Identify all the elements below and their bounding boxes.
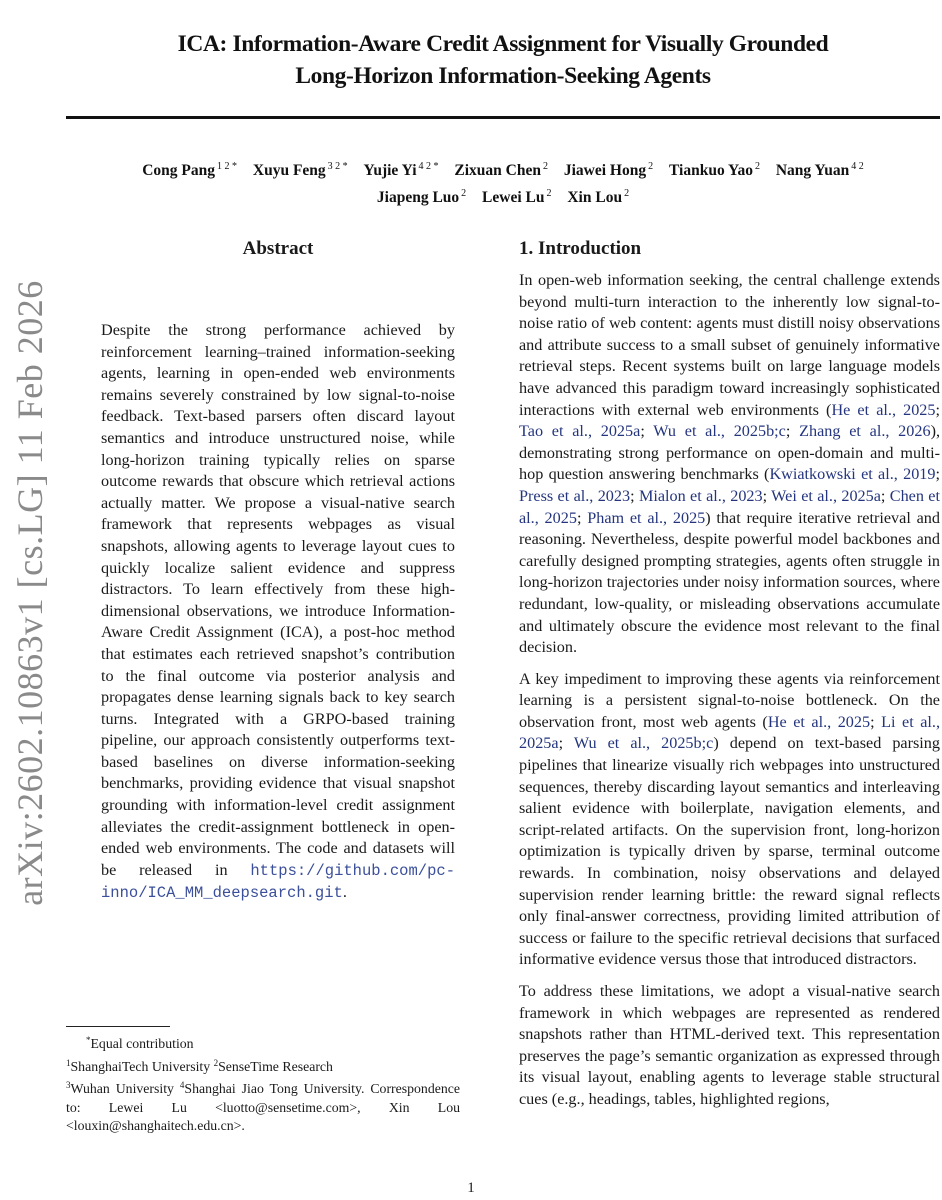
intro-paragraph-1: In open-web information seeking, the central challenge extends beyond multi-turn interaction to the inherently low signal-to-noise ratio of web content: agents must distill noisy observations and attribute success to a small subset of genuinely informative retrieval steps. Recent systems built on large language models have advanced this paradigm toward increasingly sophisticated interactions with external web environments (He et al., 2025; Tao et al., 2025a; Wu et al., 2025b;c; Zhang et al., 2026), demonstrating strong performance on open-domain and multi-hop question answering benchmarks (Kwiatkowski et al., 2019; Press et al., 2023; Mialon et al., 2023; Wei et al., 2025a; Chen et al., 2025; Pham et al., 2025) that require iterative retrieval and reasoning. Nevertheless, despite powerful model backbones and carefully designed prompting strategies, agents often struggle in long-horizon trajectories under noisy information sources, where redundant, low-quality, or misleading observations accumulate and ultimately obscure the evidence most relevant to the final decision. [519, 271, 940, 657]
title-line-1: ICA: Information-Aware Credit Assignment for Visually Grounded [177, 31, 829, 57]
citation-link[interactable]: Press et al., 2023 [519, 486, 631, 505]
github-link[interactable]: https://github.com/pc-inno/ICA_MM_deepsearch.git [101, 861, 455, 903]
title-line-2: Long-Horizon Information-Seeking Agents [295, 63, 711, 89]
abstract-text: Despite the strong performance achieved by reinforcement learning–trained information-seeking agents, learning in open-ended web environments remains severely constrained by low signal-to-noise feedback. Text-based parsers often discard layout semantics and introduce unstructured noise, while long-horizon training typically relies on sparse outcome rewards that obscure which retrieval actions actually matter. We propose a visual-native search framework that represents webpages as visual snapshots, allowing agents to leverage layout cues to quickly localize salient evidence and suppress distractors. To learn effectively from these high-dimensional observations, we introduce Information-Aware Credit Assignment (ICA), a post-hoc method that estimates each retrieved snapshot’s contribution to the final outcome via posterior analysis and propagates dense learning signals back to key search turns. Integrated with a GRPO-based training pipeline, our approach consistently outperforms text-based baselines on diverse information-seeking benchmarks, providing evidence that visual snapshot grounding with information-level credit assignment alleviates the credit-assignment bottleneck in open-ended web environments. The code and datasets will be released in https://github.com/pc-inno/ICA_MM_deepsearch.git. [101, 321, 455, 903]
introduction-heading: 1. Introduction [519, 238, 642, 259]
citation-link[interactable]: Zhang et al., 2026 [799, 422, 931, 441]
intro-paragraph-3: To address these limitations, we adopt a visual-native search framework in which webpages are represented as rendered snapshots rather than HTML-derived text. This representation preserves the page’s semantic organization as expressed through its visual layout, enabling agents to leverage stable structural cues (e.g., headings, tables, highlighted regions, [519, 982, 940, 1108]
footnote-affiliations-2: $^3$Wuhan University $^4$Shanghai Jiao Tong University. Correspondence to: Lewei Lu <luotto@sensetime.com>, Xin Lou <louxin@shanghaitech.edu.cn>. [66, 1080, 461, 1134]
author: Tiankuo Yao $^2$ [668, 161, 760, 179]
citation-link[interactable]: He et al., 2025 [767, 712, 871, 731]
citation-link[interactable]: He et al., 2025 [831, 400, 936, 419]
author: Jiapeng Luo $^2$ [376, 188, 467, 206]
author: Xin Lou $^2$ [567, 188, 630, 206]
citation-link[interactable]: Li et al., 2025a [519, 712, 941, 753]
footnote-affiliations-1: $^1$ShanghaiTech University $^2$SenseTime Research [66, 1057, 333, 1074]
author: Xuyu Feng $^{3 2 *}$ [252, 161, 348, 179]
author: Jiawei Hong $^2$ [563, 161, 654, 179]
abstract-heading: Abstract [242, 238, 314, 259]
citation-link[interactable]: Chen et al., 2025 [519, 486, 940, 527]
title-rule [66, 116, 940, 119]
intro-paragraph-2: A key impediment to improving these agents via reinforcement learning is a persistent signal-to-noise bottleneck. On the observation front, most web agents (He et al., 2025; Li et al., 2025a; Wu et al., 2025b;c) depend on text-based parsing pipelines that linearize visually rich webpages into unstructured sequences, thereby discarding layout semantics and interleaving salient evidence with boilerplate, navigation elements, and script-related artifacts. On the supervision front, long-horizon optimization is typically driven by sparse, terminal outcome rewards. In combination, noisy observations and delayed supervision render learning brittle: the reward signal reflects only final-answer correctness, providing limited attribution of success or failure to the specific retrieval decisions that surfaced informative evidence versus those that introduced distractors. [519, 669, 941, 969]
paper-title [66, 28, 940, 92]
footnotes [66, 1026, 460, 1136]
author-line-1 [66, 155, 940, 182]
left-column [101, 236, 455, 921]
citation-link[interactable]: Pham et al., 2025 [587, 508, 706, 527]
citation-link[interactable]: Mialon et al., 2023 [638, 486, 763, 505]
citation-link[interactable]: Tao et al., 2025a [519, 422, 641, 441]
author: Zixuan Chen $^2$ [454, 161, 548, 179]
page-number: 1 [467, 1180, 475, 1196]
citation-link[interactable]: Wu et al., 2025b;c [573, 734, 714, 753]
citation-link[interactable]: Kwiatkowski et al., 2019 [769, 465, 936, 484]
author: Nang Yuan $^{4 2}$ [775, 161, 864, 179]
arxiv-identifier-stamp: arXiv:2602.10863v1 [cs.LG] 11 Feb 2026 [10, 280, 50, 906]
author-line-2 [66, 182, 940, 209]
author-list [66, 155, 940, 209]
right-column [519, 236, 940, 1111]
footnote-rule [66, 1026, 170, 1027]
citation-link[interactable]: Wei et al., 2025a [771, 486, 881, 505]
citation-link[interactable]: Wu et al., 2025b;c [653, 422, 786, 441]
footnote-equal-contribution: *Equal contribution [86, 1035, 194, 1051]
author: Lewei Lu $^2$ [482, 188, 552, 206]
author: Cong Pang $^{1 2 *}$ [142, 161, 238, 179]
author: Yujie Yi $^{4 2 *}$ [363, 161, 439, 179]
